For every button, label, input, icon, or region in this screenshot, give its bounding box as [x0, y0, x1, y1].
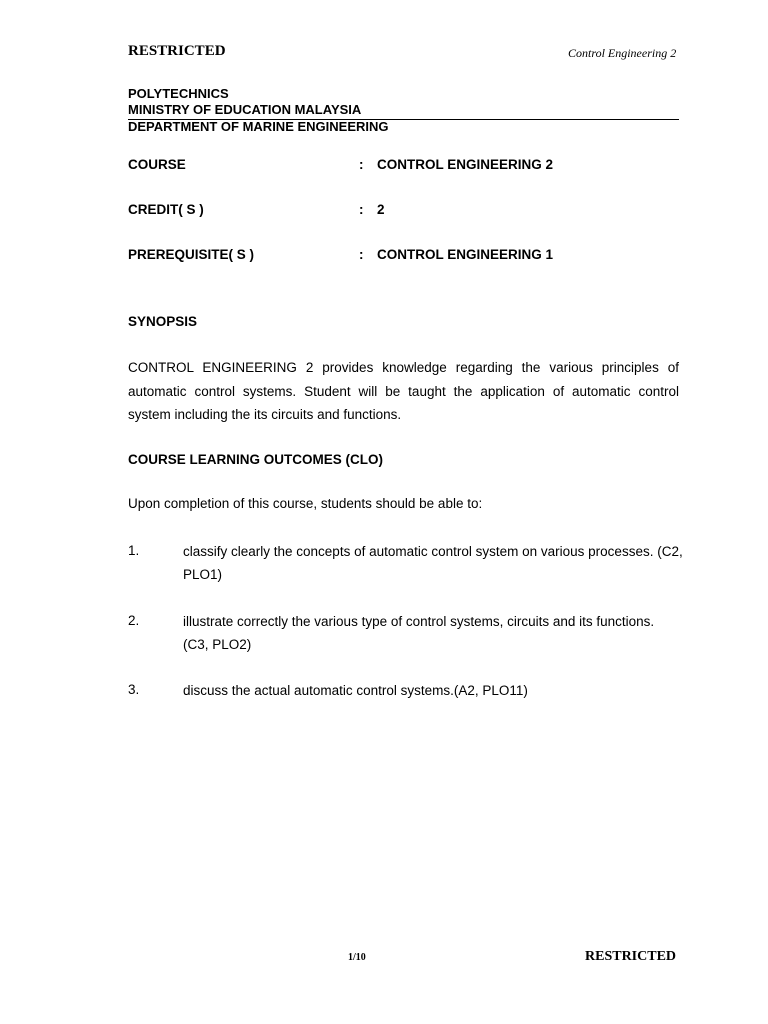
footer-classification: RESTRICTED [585, 949, 677, 964]
course-label: COURSE [128, 157, 186, 172]
clo-item-3-text: discuss the actual automatic control systems.(A2, PLO11) [183, 683, 528, 698]
prerequisite-colon: : [359, 247, 364, 262]
course-colon: : [359, 157, 364, 172]
credit-colon: : [359, 202, 364, 217]
synopsis-text: CONTROL ENGINEERING 2 provides knowledge regarding the various principles of automatic control systems. Student will be taught the application of automatic control system including the its circuits and functions. [128, 360, 679, 422]
clo-item-2-number: 2. [128, 613, 140, 628]
clo-item-3-number: 3. [128, 682, 140, 697]
clo-intro: Upon completion of this course, students should be able to: [128, 496, 483, 511]
org-polytechnics: POLYTECHNICS [128, 86, 229, 101]
synopsis-title: SYNOPSIS [128, 314, 198, 329]
org-ministry: MINISTRY OF EDUCATION MALAYSIA [128, 102, 362, 117]
header-classification: RESTRICTED [128, 43, 226, 59]
page-number: 1/10 [348, 952, 366, 963]
course-value: CONTROL ENGINEERING 2 [377, 157, 554, 172]
prerequisite-label: PREREQUISITE( S ) [128, 247, 255, 262]
header-course-title: Control Engineering 2 [568, 46, 677, 60]
credit-value: 2 [377, 202, 385, 217]
clo-item-1-number: 1. [128, 543, 140, 558]
clo-item-2-text: illustrate correctly the various type of control systems, circuits and its functions. (C3, PLO2) [183, 614, 655, 652]
prerequisite-value: CONTROL ENGINEERING 1 [377, 247, 554, 262]
org-department: DEPARTMENT OF MARINE ENGINEERING [128, 119, 389, 134]
credit-label: CREDIT( S ) [128, 202, 204, 217]
clo-item-1-text: classify clearly the concepts of automatic control system on various processes. (C2, PLO1) [183, 544, 683, 582]
clo-title: COURSE LEARNING OUTCOMES (CLO) [128, 452, 383, 467]
